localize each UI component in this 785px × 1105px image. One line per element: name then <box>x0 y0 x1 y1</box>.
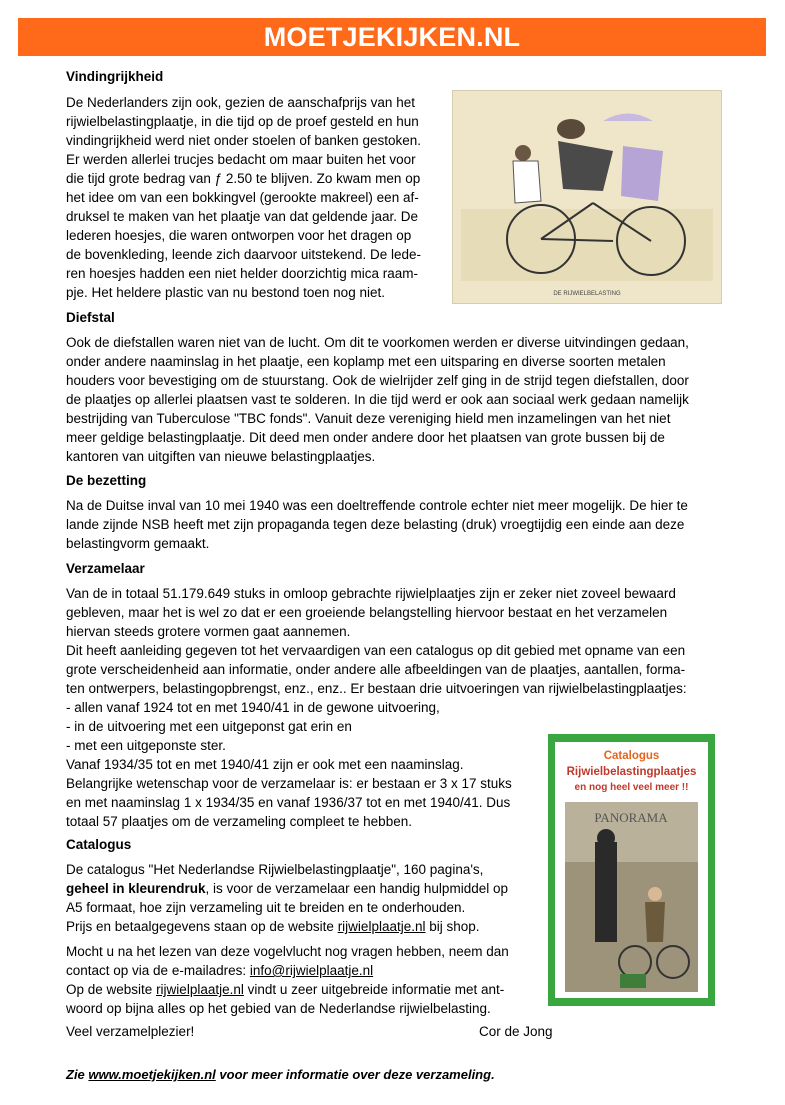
cover-title: Catalogus <box>603 750 660 762</box>
text-line: Vanaf 1934/35 tot en met 1940/41 zijn er ook met een naaminslag. <box>66 757 464 772</box>
text-line: lande zijnde NSB heeft met zijn propaganda tegen deze belasting (druk) vroegtijdig een einde aan deze <box>66 517 685 532</box>
text-line: de plaatjes op allerlei plaatsen vast te solderen. In die tijd werd er ook aan sociaal werk gedaan namelijk <box>66 392 689 407</box>
text-line: Dit heeft aanleiding gegeven tot het vervaardigen van een catalogus op dit gebied met opname van een <box>66 643 686 658</box>
paragraph-bezetting <box>66 496 688 553</box>
text-line: ten ontwerpers, belastingopbrengst, enz., enz.. Er bestaan drie uitvoeringen van rijwielbelastingplaatjes: <box>66 681 687 696</box>
cyclists-illustration <box>452 90 722 304</box>
catalogus-line: De catalogus "Het Nederlandse Rijwielbelastingplaatje", 160 pagina's, <box>66 862 484 877</box>
text-line: meer geldige belastingplaatje. Dit deed men onder andere door het plaatsen van grote bussen bij de <box>66 430 665 445</box>
site-banner: MOETJEKIJKEN.NL <box>18 18 766 56</box>
heading-catalogus: Catalogus <box>66 837 132 852</box>
catalogus-line: A5 formaat, hoe zijn verzameling uit te breiden en te onderhouden. <box>66 900 466 915</box>
email-link[interactable]: info@rijwielplaatje.nl <box>249 963 374 978</box>
text-line: totaal 57 plaatjes om de verzameling compleet te hebben. <box>66 814 412 829</box>
text-line: hiervan steeds grotere vormen gaat aannemen. <box>66 624 351 639</box>
text-line: Belangrijke wetenschap voor de verzamelaar is: er bestaan er 3 x 17 stuks <box>66 776 512 791</box>
text-line: lederen hoesjes, die waren ontworpen voor het dragen op <box>66 228 412 243</box>
text-line: belastingvorm gemaakt. <box>66 536 210 551</box>
text-line: - in de uitvoering met een uitgeponst gat erin en <box>66 719 352 734</box>
shop-website-link[interactable]: rijwielplaatje.nl <box>337 919 426 934</box>
catalogus-line: Mocht u na het lezen van deze vogelvlucht nog vragen hebben, neem dan <box>66 944 509 959</box>
full-color-emphasis: geheel in kleurendruk <box>66 881 206 896</box>
cover-tagline: en nog heel veel meer !! <box>574 782 689 793</box>
heading-bezetting: De bezetting <box>66 473 147 488</box>
panorama-sign: PANORAMA <box>594 810 668 825</box>
text-line: De Nederlanders zijn ook, gezien de aanschafprijs van het <box>66 95 415 110</box>
text-line: die tijd grote bedrag van ƒ 2.50 te blijven. Zo kwam men op <box>66 171 421 186</box>
heading-diefstal: Diefstal <box>66 310 115 325</box>
text-line: het idee om van een bokkingvel (gerookte makreel) een af- <box>66 190 419 205</box>
cyclists-drawing <box>453 91 721 303</box>
author-signature: Cor de Jong <box>479 1024 553 1039</box>
text-line: bestrijding van Tuberculose "TBC fonds". Vanuit deze vereniging hield men inzamelingen van het niet <box>66 411 671 426</box>
footer-website-link[interactable]: www.moetjekijken.nl <box>88 1067 216 1082</box>
text-line: onder andere naaminslag in het plaatje, een koplamp met een uitsparing en diverse soorten metalen <box>66 354 666 369</box>
text-line: Er werden allerlei trucjes bedacht om maar buiten het voor <box>66 152 416 167</box>
heading-vindingrijkheid: Vindingrijkheid <box>66 69 164 84</box>
text-line: grote verscheidenheid aan informatie, onder andere alle afbeeldingen van de plaatjes, aantallen, forma- <box>66 662 686 677</box>
text-line: Ook de diefstallen waren niet van de lucht. Om dit te voorkomen werden er diverse uitvindingen gedaan, <box>66 335 689 350</box>
closing-greeting: Veel verzamelplezier! <box>66 1024 195 1039</box>
footer-note: Zie www.moetjekijken.nl voor meer informatie over deze verzameling. <box>66 1067 495 1082</box>
cover-subtitle: Rijwielbelastingplaatjes <box>566 766 697 778</box>
catalogus-line: woord op bijna alles op het gebied van de Nederlandse rijwielbelasting. <box>66 1001 491 1016</box>
website-link[interactable]: rijwielplaatje.nl <box>156 982 244 997</box>
illustration-caption: DE RIJWIELBELASTING <box>553 291 621 297</box>
text-line: Van de in totaal 51.179.649 stuks in omloop gebrachte rijwielplaatjes zijn er zeker niet zoveel bewaard <box>66 586 676 601</box>
text-line: rijwielbelastingplaatje, in die tijd op de proef gesteld en hun <box>66 114 419 129</box>
paragraph-vindingrijkheid <box>66 93 421 302</box>
text-line: druksel te maken van het plaatje van dat geldende jaar. De <box>66 209 418 224</box>
text-line: en met naaminslag 1 x 1934/35 en vanaf 1936/37 tot en met 1940/41. Dus <box>66 795 511 810</box>
text-line: houders voor bevestiging om de stuurstang. Ook de wielrijder zelf ging in de strijd tegen diefstallen, door <box>66 373 689 388</box>
text-line: de bovenkleding, leende zich daarvoor uitstekend. De lede- <box>66 247 421 262</box>
catalogus-line: Prijs en betaalgegevens staan op de website rijwielplaatje.nl bij shop. <box>66 919 480 934</box>
text-line: Na de Duitse inval van 10 mei 1940 was een doeltreffende controle echter niet meer mogelijk. De hier te <box>66 498 688 513</box>
paragraph-diefstal <box>66 333 689 466</box>
text-line: pje. Het heldere plastic van nu bestond toen nog niet. <box>66 285 385 300</box>
heading-verzamelaar: Verzamelaar <box>66 561 145 576</box>
catalogus-line: Op de website rijwielplaatje.nl vindt u zeer uitgebreide informatie met ant- <box>66 982 505 997</box>
text-line: vindingrijkheid werd niet onder stoelen of banken gestoken. <box>66 133 421 148</box>
text-line: ren hoesjes hadden een niet helder doorzichtig mica raam- <box>66 266 418 281</box>
catalogue-cover <box>548 734 715 1006</box>
text-line: gebleven, maar het is wel zo dat er een groeiende belangstelling hiervoor bestaat en het verzamelen <box>66 605 668 620</box>
text-line: - met een uitgeponste ster. <box>66 738 226 753</box>
text-line: kantoren van uitgiften van nieuwe belastingplaatjes. <box>66 449 376 464</box>
text-line: - allen vanaf 1924 tot en met 1940/41 in de gewone uitvoering, <box>66 700 440 715</box>
catalogus-line: geheel in kleurendruk, is voor de verzamelaar een handig hulpmiddel op <box>66 881 508 896</box>
catalogus-line: contact op via de e-mailadres: info@rijwielplaatje.nl <box>66 963 374 978</box>
cover-photo <box>565 802 698 992</box>
paragraph-catalogus <box>66 860 509 1018</box>
